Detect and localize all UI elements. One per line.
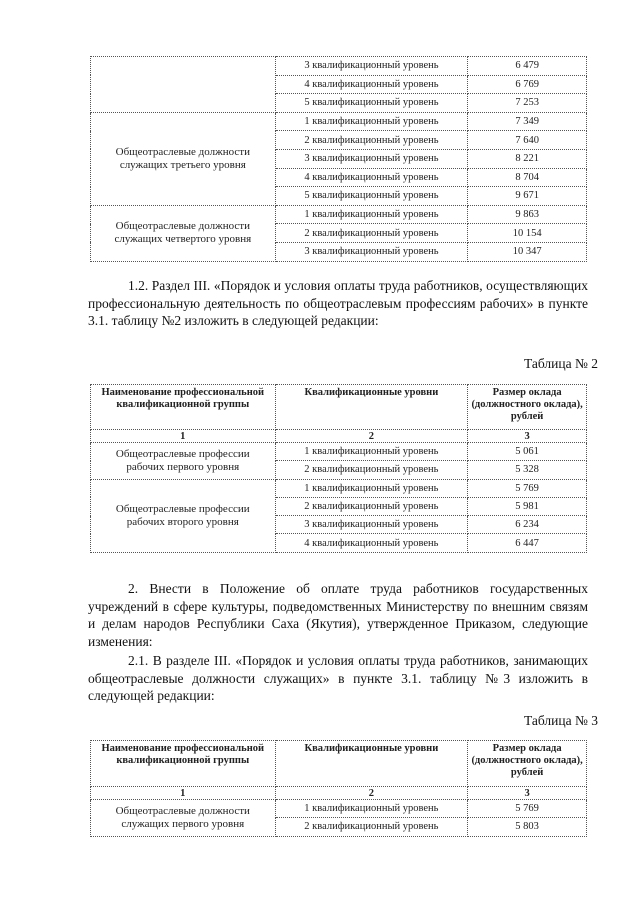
level-cell: 1 квалификационный уровень (275, 479, 468, 497)
table-body (91, 443, 587, 553)
header-group-name: Наименование профессиональной квалификационной группы (91, 385, 276, 430)
salary-cell: 10 154 (468, 224, 587, 243)
salary-table-2 (90, 384, 587, 553)
level-cell: 2 квалификационный уровень (275, 818, 468, 836)
level-cell: 4 квалификационный уровень (275, 75, 468, 94)
salary-cell: 5 328 (468, 461, 587, 479)
level-cell: 4 квалификационный уровень (275, 168, 468, 187)
table-row (91, 443, 587, 461)
salary-table-3 (90, 740, 587, 837)
salary-cell: 8 221 (468, 149, 587, 168)
salary-cell: 5 769 (468, 800, 587, 818)
level-cell: 3 квалификационный уровень (275, 57, 468, 76)
salary-cell: 6 769 (468, 75, 587, 94)
table-row (91, 112, 587, 131)
level-cell: 2 квалификационный уровень (275, 131, 468, 150)
paragraph-2-1: 2.1. В разделе III. «Порядок и условия оплаты труда работников, занимающих общеотраслевые должности служащих» в пункте 3.1. таблицу №3 изложить в следующей редакции: (88, 653, 588, 703)
header-salary: Размер оклада (должностного оклада), рублей (468, 385, 587, 430)
level-cell: 1 квалификационный уровень (275, 205, 468, 224)
salary-table-continued (90, 56, 587, 262)
column-number: 2 (275, 430, 468, 443)
level-cell: 1 квалификационный уровень (275, 800, 468, 818)
level-cell: 3 квалификационный уровень (275, 242, 468, 261)
column-number: 1 (91, 787, 276, 800)
paragraph-1-2: 1.2. Раздел III. «Порядок и условия оплаты труда работников, осуществляющих профессиональную деятельность по общеотраслевым профессиям рабочих» в пункте 3.1. таблицу №2 изложить в следующей редакции: (88, 278, 588, 328)
paragraph-2: 2. Внести в Положение об оплате труда работников государственных учреждений в сфере культуры, подведомственных Министерству по внешним связям и делам народов Республики Саха (Якутия), утвержденное Приказом, следующие изменения: (88, 581, 588, 649)
salary-cell: 5 803 (468, 818, 587, 836)
salary-cell: 9 671 (468, 187, 587, 206)
level-cell: 5 квалификационный уровень (275, 187, 468, 206)
group-name-cell: Общеотраслевые должности служащих первого уровня (91, 800, 276, 837)
salary-cell: 7 253 (468, 94, 587, 113)
header-group-name: Наименование профессиональной квалификационной группы (91, 741, 276, 787)
column-number: 3 (468, 430, 587, 443)
salary-cell: 5 981 (468, 497, 587, 515)
salary-cell: 5 061 (468, 443, 587, 461)
column-number: 3 (468, 787, 587, 800)
table-body (91, 800, 587, 837)
level-cell: 2 квалификационный уровень (275, 461, 468, 479)
salary-cell: 9 863 (468, 205, 587, 224)
level-cell: 3 квалификационный уровень (275, 516, 468, 534)
table-header (91, 741, 587, 800)
salary-cell: 6 447 (468, 534, 587, 552)
table-row (91, 800, 587, 818)
table-row (91, 205, 587, 224)
table-row (91, 57, 587, 76)
table-body (91, 57, 587, 262)
salary-cell: 8 704 (468, 168, 587, 187)
salary-cell: 6 479 (468, 57, 587, 76)
level-cell: 4 квалификационный уровень (275, 534, 468, 552)
group-name-cell: Общеотраслевые должности служащих четвертого уровня (91, 205, 276, 261)
group-name-cell: Общеотраслевые профессии рабочих первого уровня (91, 443, 276, 480)
column-number: 2 (275, 787, 468, 800)
level-cell: 2 квалификационный уровень (275, 497, 468, 515)
header-salary: Размер оклада (должностного оклада), рублей (468, 741, 587, 787)
level-cell: 1 квалификационный уровень (275, 443, 468, 461)
column-number: 1 (91, 430, 276, 443)
header-levels: Квалификационные уровни (275, 385, 468, 430)
group-name-cell: Общеотраслевые профессии рабочих второго уровня (91, 479, 276, 552)
table-3-caption: Таблица № 3 (524, 713, 598, 728)
salary-cell: 5 769 (468, 479, 587, 497)
group-name-cell (91, 57, 276, 113)
level-cell: 1 квалификационный уровень (275, 112, 468, 131)
table-header (91, 385, 587, 443)
group-name-cell: Общеотраслевые должности служащих третьего уровня (91, 112, 276, 205)
salary-cell: 6 234 (468, 516, 587, 534)
level-cell: 2 квалификационный уровень (275, 224, 468, 243)
level-cell: 3 квалификационный уровень (275, 149, 468, 168)
salary-cell: 7 349 (468, 112, 587, 131)
table-row (91, 479, 587, 497)
table-2-caption: Таблица № 2 (524, 356, 598, 371)
level-cell: 5 квалификационный уровень (275, 94, 468, 113)
header-levels: Квалификационные уровни (275, 741, 468, 787)
salary-cell: 7 640 (468, 131, 587, 150)
salary-cell: 10 347 (468, 242, 587, 261)
